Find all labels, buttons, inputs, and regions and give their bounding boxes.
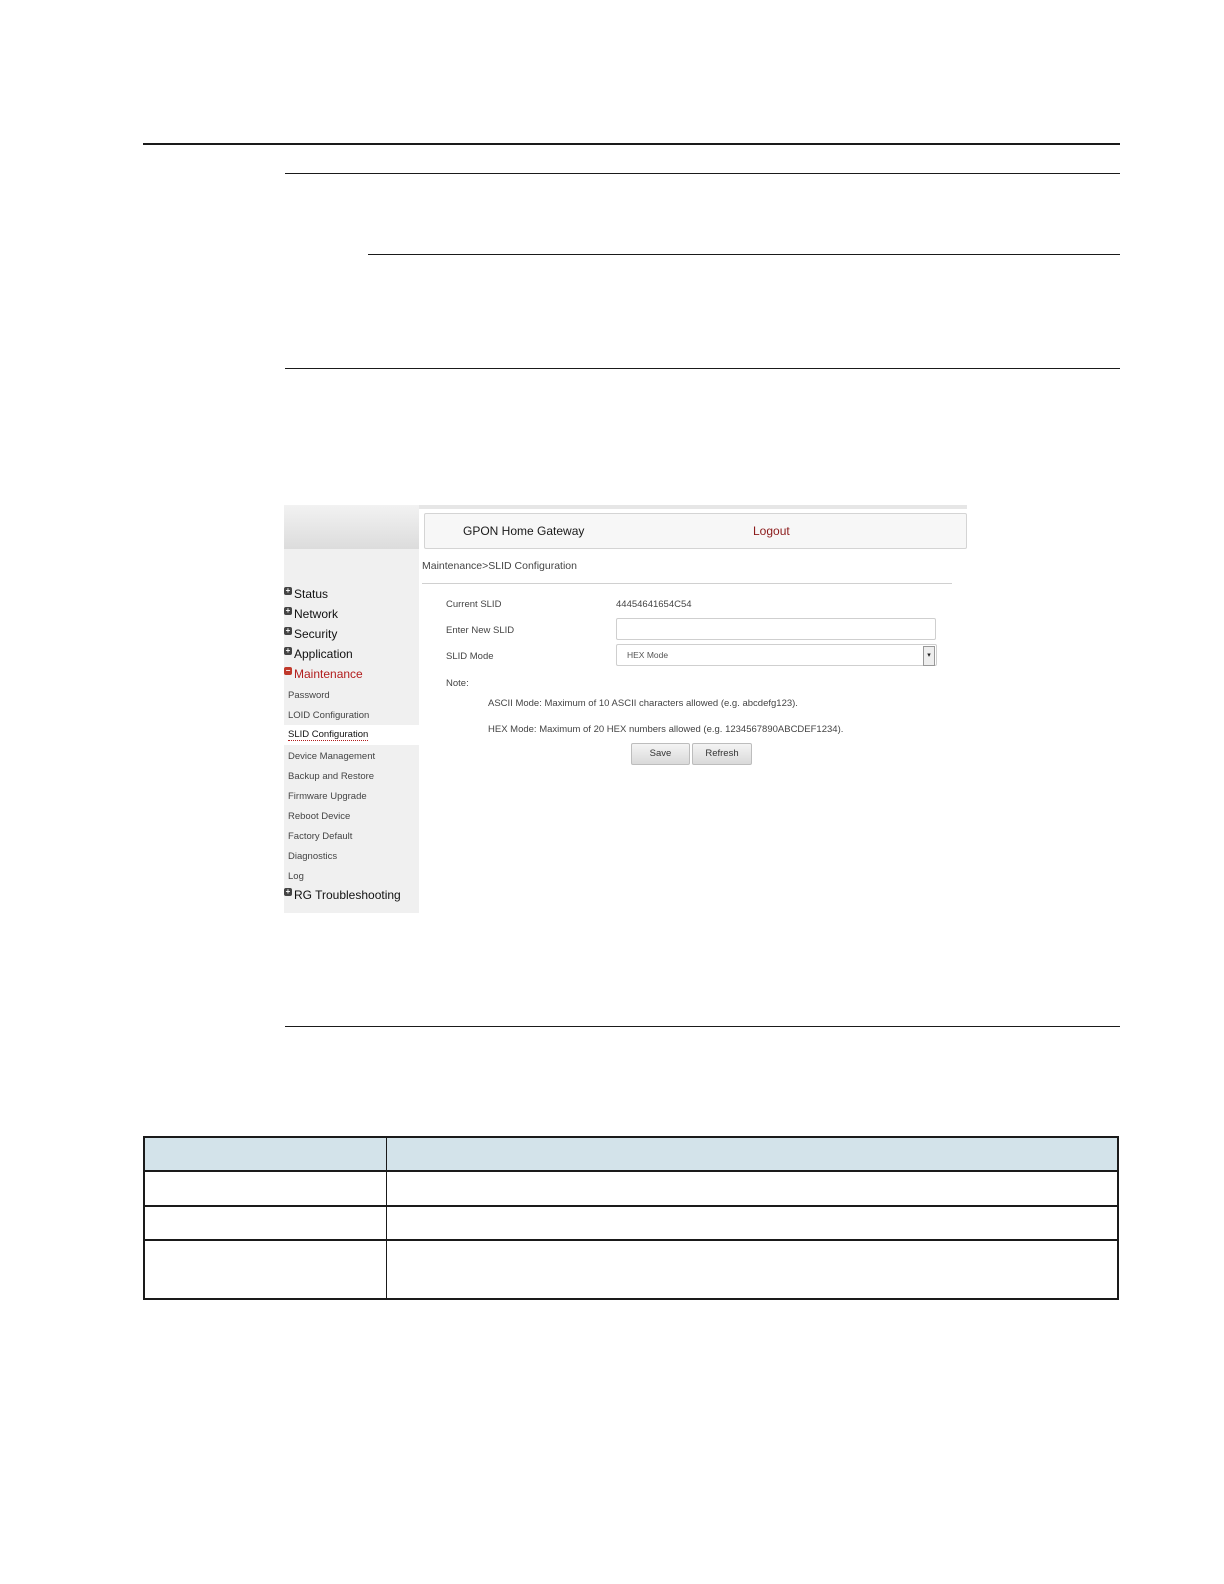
sidebar-item-application[interactable] xyxy=(284,647,353,665)
sidebar-subitem-label: SLID Configuration xyxy=(288,729,369,740)
new-slid-input[interactable] xyxy=(616,618,936,640)
sidebar-subitem-device-management[interactable]: Device Management xyxy=(288,751,376,762)
sidebar-item-network[interactable] xyxy=(284,607,338,625)
new-slid-label: Enter New SLID xyxy=(446,625,515,636)
current-slid-label: Current SLID xyxy=(446,599,502,610)
sidebar-subitem-firmware-upgrade[interactable]: Firmware Upgrade xyxy=(288,791,367,802)
gateway-screenshot xyxy=(284,505,967,913)
sidebar-item-rg-troubleshooting[interactable] xyxy=(284,888,401,906)
table-row xyxy=(145,1172,386,1205)
parameter-table xyxy=(143,1136,1119,1300)
sidebar-item-status[interactable] xyxy=(284,587,328,605)
expand-plus-icon: + xyxy=(285,646,291,655)
app-title: GPON Home Gateway xyxy=(463,524,585,538)
collapse-minus-icon: − xyxy=(285,666,291,675)
app-header xyxy=(424,513,967,549)
section-rule-4 xyxy=(285,1026,1120,1027)
note-hex: HEX Mode: Maximum of 20 HEX numbers allowed (e.g. 1234567890ABCDEF1234). xyxy=(488,724,844,735)
sidebar-subitem-reboot-device[interactable]: Reboot Device xyxy=(288,811,351,822)
dropdown-arrow-icon[interactable]: ▾ xyxy=(923,646,935,666)
expand-plus-icon: + xyxy=(285,626,291,635)
header-rule xyxy=(143,143,1120,145)
section-rule-3 xyxy=(285,368,1120,369)
table-row xyxy=(145,1241,386,1298)
sidebar-subitem-diagnostics[interactable]: Diagnostics xyxy=(288,851,338,862)
slid-mode-label: SLID Mode xyxy=(446,651,494,662)
note-label: Note: xyxy=(446,678,469,689)
sidebar-item-label: Application xyxy=(294,647,353,661)
sidebar-subitem-loid-configuration[interactable]: LOID Configuration xyxy=(288,710,370,721)
slid-mode-value: HEX Mode xyxy=(627,650,669,660)
sidebar-subitem-password[interactable]: Password xyxy=(288,690,330,701)
header-strip xyxy=(419,505,967,509)
section-rule-1 xyxy=(285,173,1120,174)
sidebar-item-label: Status xyxy=(294,587,329,601)
sidebar-subitem-log[interactable]: Log xyxy=(288,871,304,882)
table-header-row xyxy=(143,1136,1119,1171)
sidebar-header xyxy=(284,505,419,549)
table-border xyxy=(143,1136,1119,1138)
sidebar-item-label: Maintenance xyxy=(294,667,363,681)
save-button[interactable]: Save xyxy=(631,743,690,765)
section-rule-2 xyxy=(368,254,1120,255)
sidebar-item-maintenance[interactable] xyxy=(284,667,363,685)
breadcrumb: Maintenance>SLID Configuration xyxy=(422,560,577,572)
table-column-divider xyxy=(386,1136,387,1300)
table-row xyxy=(145,1207,386,1239)
note-ascii: ASCII Mode: Maximum of 10 ASCII characters allowed (e.g. abcdefg123). xyxy=(488,698,798,709)
breadcrumb-divider xyxy=(422,583,952,584)
sidebar-subitem-slid-configuration[interactable] xyxy=(284,725,419,745)
slid-mode-select[interactable] xyxy=(616,644,937,666)
expand-plus-icon: + xyxy=(285,606,291,615)
sidebar-item-label: Security xyxy=(294,627,338,641)
sidebar-subitem-backup-restore[interactable]: Backup and Restore xyxy=(288,771,375,782)
table-border xyxy=(143,1298,1119,1300)
expand-plus-icon: + xyxy=(285,586,291,595)
refresh-button[interactable]: Refresh xyxy=(692,743,752,765)
current-slid-value: 44454641654C54 xyxy=(616,599,692,610)
expand-plus-icon: + xyxy=(285,887,291,896)
sidebar-item-security[interactable] xyxy=(284,627,337,645)
table-border xyxy=(1117,1136,1119,1300)
sidebar-item-label: Network xyxy=(294,607,339,621)
logout-link[interactable]: Logout xyxy=(753,524,790,538)
sidebar-item-label: RG Troubleshooting xyxy=(294,888,401,902)
sidebar-subitem-factory-default[interactable]: Factory Default xyxy=(288,831,353,842)
